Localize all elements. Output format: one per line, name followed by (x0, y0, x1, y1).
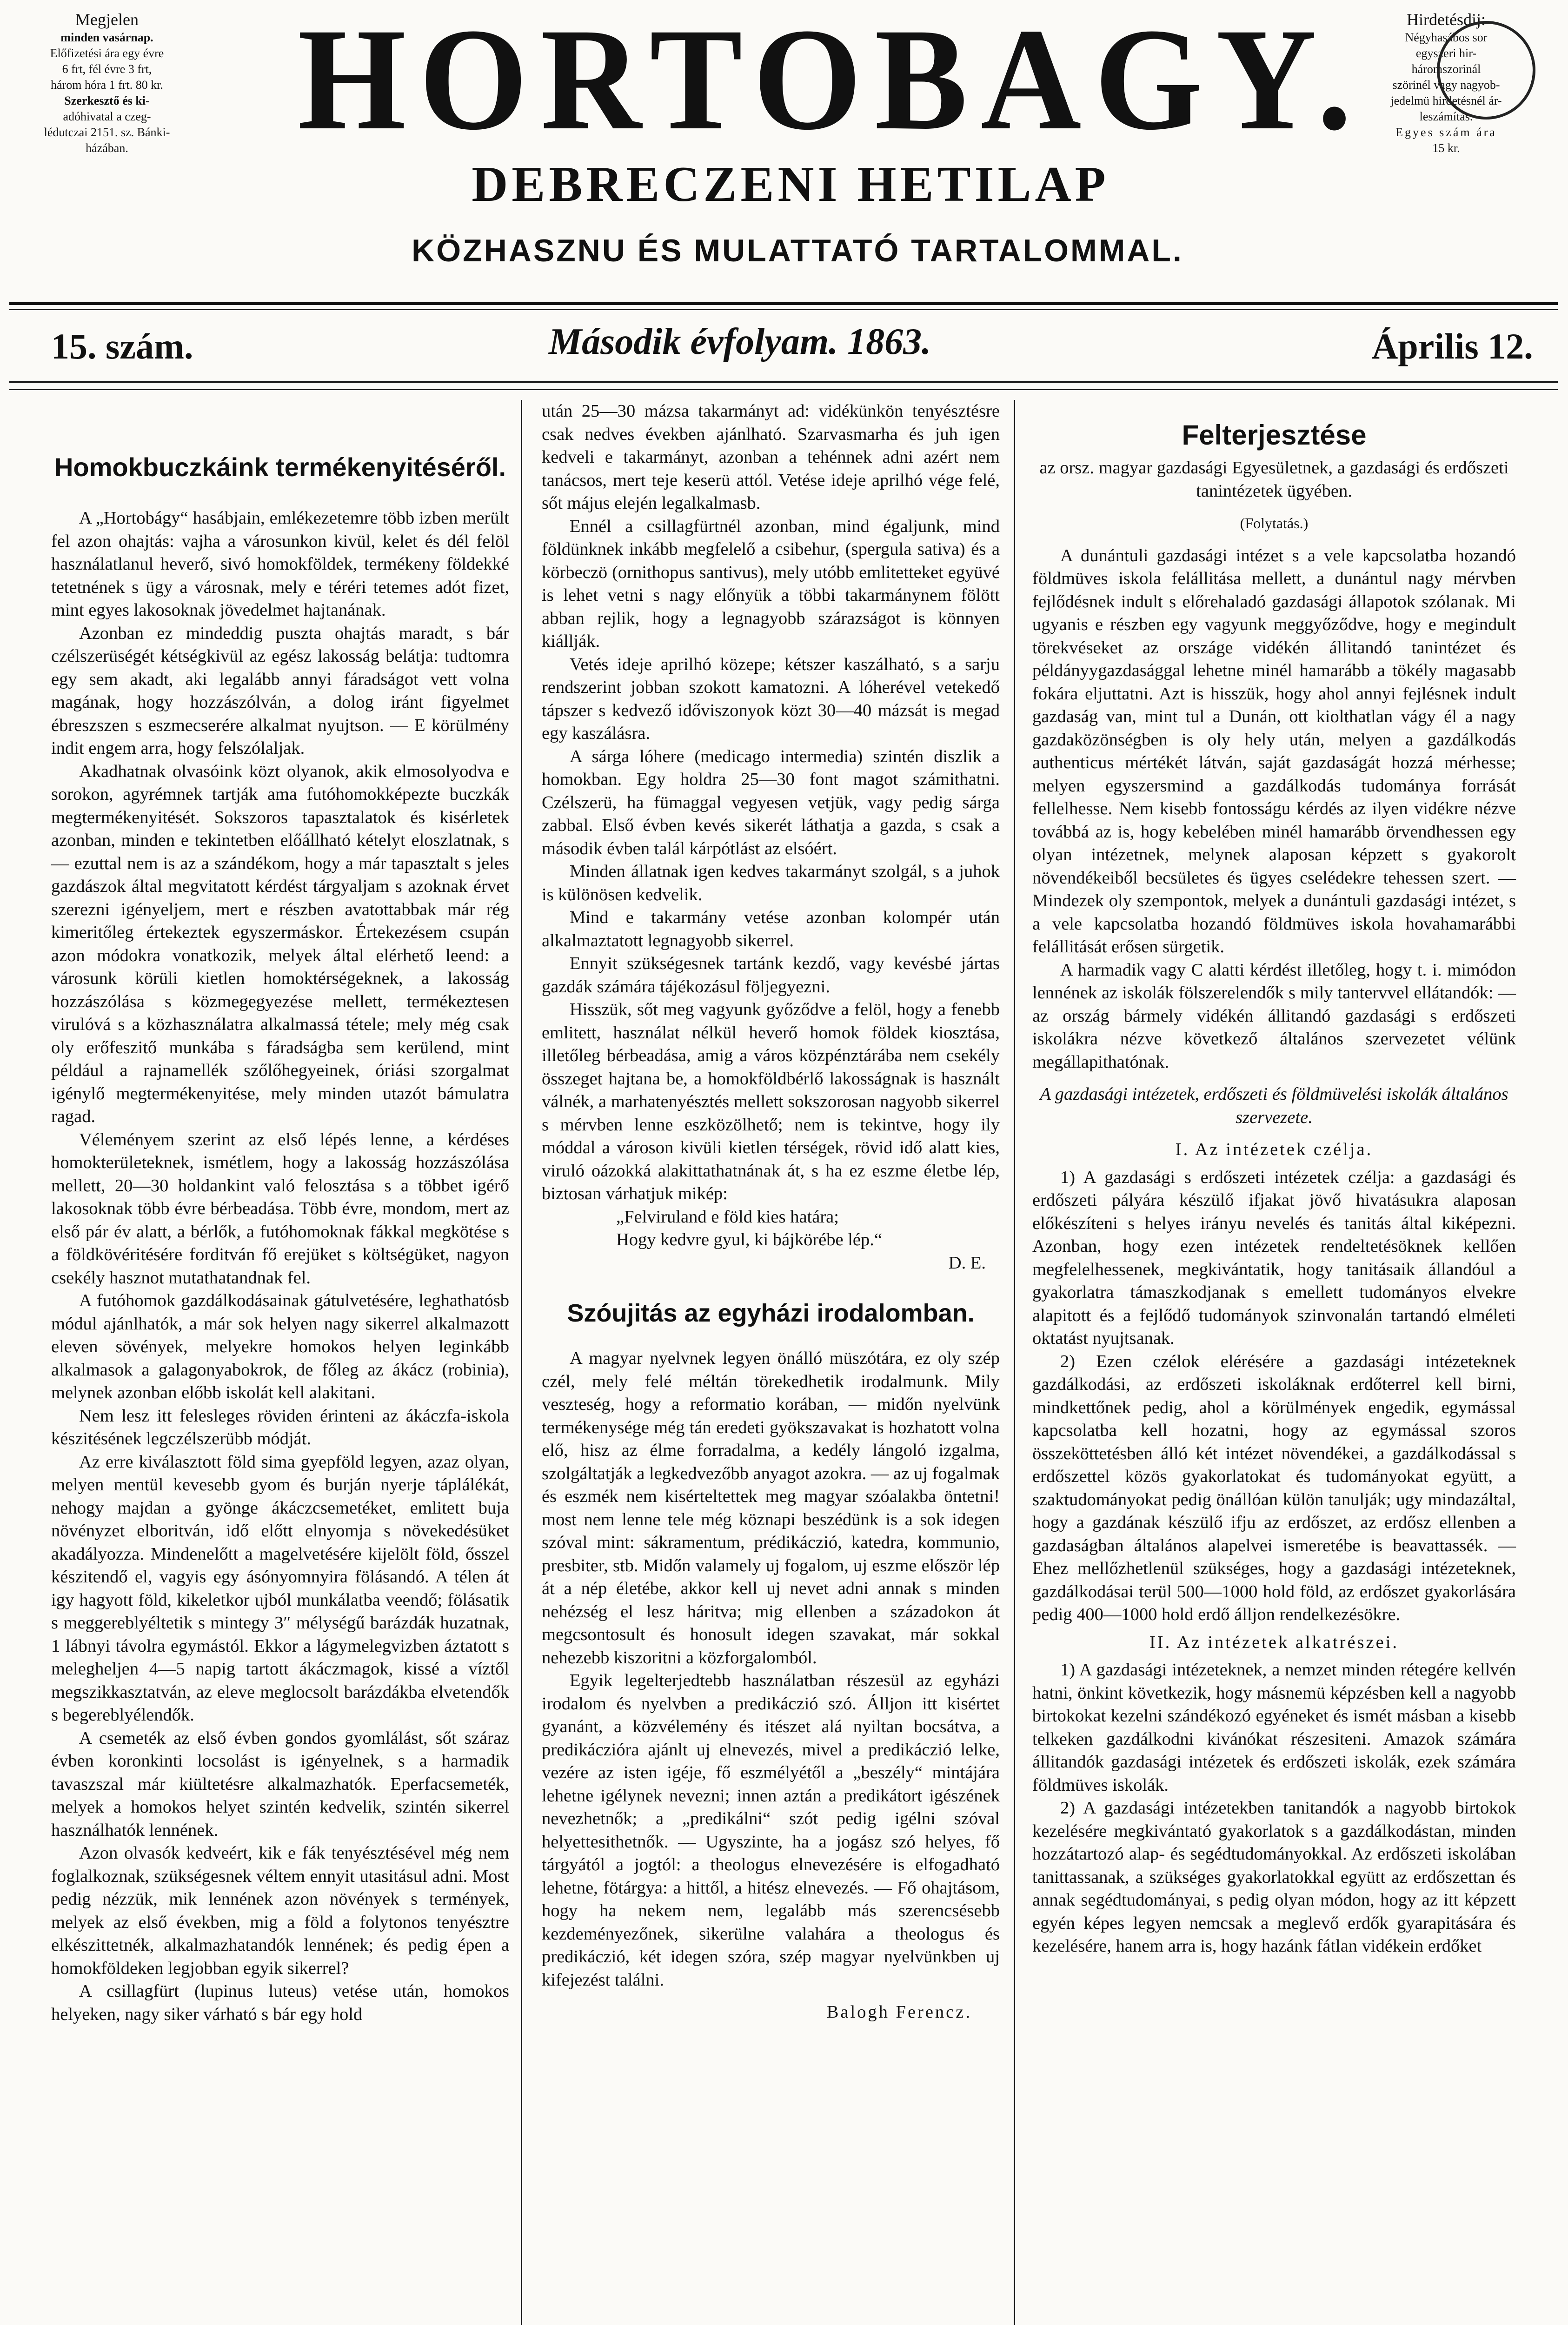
poem-line: Hogy kedvre gyul, ki bájkörébe lép.“ (616, 1230, 882, 1249)
column-divider (521, 400, 522, 2325)
article-paragraph: A „Hortobágy“ hasábjain, emlékezetemre több izben merült fel azon ohajtás: vajha a városunkon kivül, kelet és dél felöl használatlanul heverő, sivó homokföldek, termékeny földekké tetetnének s ügy a városnak, mely e téréri tetemes adót fizet, mint egyes lakosoknak jövedelmet hajtanának. (51, 508, 509, 620)
subscription-info (9, 9, 205, 156)
article-heading: Homokbuczkáink termékenyitéséről. (54, 452, 506, 482)
article-paragraph: A sárga lóhere (medicago intermedia) szintén diszlik a homokban. Egy holdra 25—30 font magot számithatni. Czélszerü, ha fümaggal vegyesen vetjük, vagy pedig sárga zabbal. Első évben kevés sikerét láthatja a gazda, s csak a második évben talál kárpótlást az elsóért. (542, 746, 1000, 858)
article-paragraph: Azon olvasók kedveért, kik e fák tenyésztésével még nem foglalkoznak, szükségesnek véltem ennyit utasitásul adni. Most pedig nézzük, mik lennének azon növények s termények, melyek az első években, mig a föld a folytonos tenyésztre elkészittetnék, alkalmazhatandók lennének; és pedig épen a homokföldeken legjobban egyik sikerrel? (51, 1843, 509, 1978)
article-paragraph: A magyar nyelvnek legyen önálló müszótára, ez oly szép czél, mely felé méltán törekedhetik irodalmunk. Mily veszteség, hogy a reformatio korában, — midőn nyelvünk termékenysége még tán eredeti gyökszavakat is hozhatott volna elő, hisz az élme forradalma, a kedély lángoló izgalma, szolgáltatják a legkedvezőbb anyagot azokra. — az uj fogalmak és eszmék nem kisérteltettek meg magyar szóalakba öntetni! most nem lenne tele még köznapi beszédünk is a sok idegen szóval mint: sákramentum, prédikáczió, katedra, kommunio, presbiter, stb. Midőn valamely uj fogalom, uj eszme először lép át a nép életébe, akkor kell uj nevet adni annak s minden nehézség el lesz háritva; mig ellenben a századokon át megcsontosult és honosult idegen szavakat, már sokkal nehezebb kiszoritni a közforgalomból. (542, 1348, 1000, 1667)
article-signature: D. E. (948, 1253, 986, 1273)
advertising-title: Hirdetésdij: (1407, 10, 1486, 29)
section-heading: I. Az intézetek czélja. (1175, 1140, 1373, 1159)
issue-year: Második évfolyam. 1863. (549, 321, 931, 362)
section-heading-italic: A gazdasági intézetek, erdőszeti és földmüvelési iskolák általános szervezete. (1040, 1084, 1508, 1127)
article-paragraph: Nem lesz itt felesleges röviden érinteni az ákáczfa-iskola készitésének legczélszerübb módját. (51, 1406, 509, 1448)
article-column-2 (542, 400, 1000, 2024)
article-paragraph: Hisszük, sőt meg vagyunk győződve a felöl, hogy a fenebb emlitett, használat nélkül heverő homok földek kiosztása, illetőleg bérbeadása, amig a város közpénztárába nem csekély összeget hajtana be, a homokföldbérlő lakosságnak is használt válnék, a marhatenyésztés mellett sokszorosan nagyobb sikerrel s mérvben lenne eszközölhető; nem is tekintve, hogy ily móddal a városon kivüli kietlen térségek, rövid idő alatt kies, viruló oázokká alakittathatnának át, s ha ez eszme életbe lép, biztosan várhatjuk mikép: (542, 1000, 1000, 1203)
advertising-line: egyszeri hir- (1415, 46, 1477, 60)
masthead-tagline: KÖZHASZNU ÉS MULATTATÓ TARTALOMMAL. (412, 233, 1183, 268)
article-paragraph: Az erre kiválasztott föld sima gyepföld legyen, azaz olyan, melyen mentül kevesebb gyom és burján nyerje táplálékát, nehogy majdan a gyönge ákáczcsemetéket, emlitett buja növényzet elboritván, idő előtt elnyomja s növekedésüket akadályozza. Mindenelőtt a magelvetésére kijelölt föld, ősszel készitendő el, vagyis egy ásónyomnyira fölásandó. A télen át igy hagyott föld, kikeletkor ujból munkálatba veendő; fölásatik s meggereblyéltetik s mintegy 3″ mélységű barázdák huzatnak, 1 lábnyi távolra egymástól. Ekkor a lágymelegvizben áztatott s melegheljen 4—5 napig tartott ákáczmagok, kissé a víztől megszikkasztatván, az eleve meglocsolt barázdákba elvetendők s begereblyélendők. (51, 1452, 509, 1725)
article-paragraph: A harmadik vagy C alatti kérdést illetőleg, hogy t. i. mimódon lennének az iskolák fölszerelendők s mily tantervvel ellátandók: — az ország bármely vidékén állitandó gazdasági s erdőszeti iskolákra nézve következő általános szervezetet vélünk megállapithatónak. (1032, 960, 1516, 1072)
masthead-subtitle: DEBRECZENI HETILAP (472, 157, 1110, 212)
article-paragraph: Minden állatnak igen kedves takarmányt szolgál, s a juhok is különösen kedvelik. (542, 862, 1000, 904)
subscription-line: három hóra 1 frt. 80 kr. (51, 78, 163, 92)
subscription-line: Szerkesztő és ki- (64, 94, 150, 107)
article-paragraph: 1) A gazdasági s erdőszeti intézetek czélja: a gazdasági és erdőszeti pályára készülő ifjakat jövő hivatásukra alaposan előkészíteni s helyes irányu nevelés és tanitás által kiképezni. Azonban, hogy ezen intézetek rendeltetésöknek kellően megfelelhessenek, megkivántatik, hogy tanitásaik állandóul a gyakorlatra támaszkodjanak s emellett tudományos elvekre alapitott és a fejlődő tudományok szinvonalán tartandó elméleti oktatást nyujtsanak. (1032, 1167, 1516, 1348)
article-paragraph: A futóhomok gazdálkodásainak gátulvetésére, leghathatósb módul ajánlhatók, a már sok helyen nagy sikerrel alkalmazott eleven sövények, melyekre homokos helyen leginkább alkalmasok a galagonyabokrok, de főleg az ákácz (robinia), melynek azonban előbb iskolát kell alakitani. (51, 1291, 509, 1402)
article-column-1 (51, 400, 509, 2026)
subscription-line: minden vasárnap. (60, 31, 153, 44)
subscription-line: házában. (86, 141, 128, 155)
article-paragraph: 1) A gazdasági intézeteknek, a nemzet minden rétegére kellvén hatni, önkint következik, hogy másnemü képzésben kell a nagyobb birtokokat kezelni szándékozó egyéneket és ismét másban a kisebb telkeken gazdálkodni kivánókat részesiteni. Amazok számára állitandók gazdasági intézetek és erdőszeti iskolák, ezek számára földmüves iskolák. (1032, 1660, 1516, 1795)
issue-date: Április 12. (1372, 326, 1533, 366)
article-subheading: az orsz. magyar gazdasági Egyesületnek, a gazdasági és erdőszeti tanintézetek ügyében. (1039, 458, 1509, 501)
article-paragraph: Ennél a csillagfürtnél azonban, mind égaljunk, mind földünknek inkább megfelelő a csibehur, (spergula sativa) és a körbeczö (ornithopus santivus), mely utóbb emlitetteket együvé is lehet vetni s nagy előnyük a többi takarmánynem fölött abban rejlik, hogy a legnagyobb szárazságot is könnyen kiállják. (542, 516, 1000, 651)
article-heading: Szóujitás az egyházi irodalomban. (567, 1299, 975, 1327)
subscription-line: Előfizetési ára egy évre (50, 46, 164, 60)
advertising-line: háromszorinál (1411, 62, 1481, 76)
section-heading: II. Az intézetek alkatrészei. (1149, 1632, 1399, 1652)
advertising-line: jedelmü hirdetésnél ár- (1390, 94, 1502, 107)
issue-number: 15. szám. (51, 326, 193, 366)
continuation-note: (Folytatás.) (1240, 515, 1309, 531)
article-paragraph: Véleményem szerint az első lépés lenne, a kérdéses homokterületeknek, ismétlem, hogy a lakosság hozzászólása mellett, 20—30 holdankint való felosztása s a többet igérő lakosoknak több évre bérbeadása. Több évre, mondom, mert az első pár év alatt, a bérlők, a futóhomoknak fákkal megkötése s a földkövéritésére forditván fő erejüket s költségüket, nagyon csekély hasznot mutathatandnak fel. (51, 1129, 509, 1288)
subscription-line: adóhivatal a czeg- (63, 110, 151, 123)
header-rule-top (9, 302, 1558, 305)
advertising-line: leszámítás. (1419, 110, 1473, 123)
header-rule-bottom-2 (9, 389, 1558, 390)
advertising-line: 15 kr. (1432, 141, 1460, 155)
poem-line: „Felviruland e föld kies határa; (616, 1207, 839, 1227)
article-paragraph: Ennyit szükségesnek tartánk kezdő, vagy kevésbé jártas gazdák számára tájékozásul följegyezni. (542, 954, 1000, 996)
advertising-line: Egyes szám ára (1395, 126, 1497, 139)
subscription-line: lédutczai 2151. sz. Bánki- (44, 126, 170, 139)
header-rule-top-thin (9, 309, 1558, 310)
article-paragraph: Azonban ez mindeddig puszta ohajtás maradt, s bár czélszerüségét kétségkivül az egész lakosság belátja: tudtomra egy sem akadt, aki legalább annyi fáradságot vett volna magának, hogy hozzászólván, a dolog iránt figyelmet ébreszszen s eszmecserére alkalmat nyujtson. — E körülmény indit engem arra, hogy felszólaljak. (51, 623, 509, 758)
subscription-line: 6 frt, fél évre 3 frt, (62, 62, 152, 76)
article-column-3 (1032, 400, 1516, 1958)
masthead-title: HORTOBAGY. (298, 0, 1365, 160)
column-divider (1014, 400, 1015, 2325)
article-signature: Balogh Ferencz. (826, 2002, 972, 2022)
article-paragraph: A csemeték az első évben gondos gyomlálást, sőt száraz évben koronkinti locsolást is igényelnek, s a harmadik tavaszszal már kiültetésre alkalmazhatók. Eperfacsemeték, melyek a homokos helyet szintén kedvelik, szintén sikerrel használhatók lennének. (51, 1728, 509, 1840)
subscription-title: Megjelen (75, 10, 139, 29)
article-paragraph: Vetés ideje aprilhó közepe; kétszer kaszálható, s a sarju rendszerint jobban szokott kamatozni. A lóherével vetekedő tápszer s kedvező időviszonyok közt 30—40 mázsát is megad egy kaszálásra. (542, 654, 1000, 743)
article-paragraph: A csillagfürt (lupinus luteus) vetése után, homokos helyeken, nagy siker várható s bár egy hold (51, 1981, 509, 2024)
article-paragraph: után 25—30 mázsa takarmányt ad: vidékünkön tenyésztésre csak nedves években ajánlható. Szarvasmarha és juh igen kedveli e takarmányt, azonban a tehénnek adni azért nem tanácsos, mert teje keserü attól. Vetése ideje aprilhó vége felé, sőt május elején legalkalmasb. (542, 401, 1000, 513)
article-paragraph: A dunántuli gazdasági intézet s a vele kapcsolatba hozandó földmüves iskola felállitása mellett, a dunántul nagy mérvben fejlődésnek indult s előrehaladó gazdasági állapotok szólanak. Mi ugyanis e részben egy vagyunk meggyőződve, hogy e megindult törekvéseket az országe vidékén állitandó tanintézet és példányygazdasággal lehetne minél hamarább a tökély magasabb fokára eljuttatni. Azt is hisszük, hogy ahol annyi fejlésnek indult gazdaság van, mint tul a Dunán, ott kiolthatlan vágy él a nagy gazdaközönségben is oly hely után, melyen a gazdálkodás authenticus mértékét látván, saját gazdaságát hozzá mérhesse; melyen egyszersmind a gazdálkodás tudománya forrását fellelhesse. Nem kisebb fontosságu kérdés az ilyen vidékre nézve továbbá az is, hogy kebelében minél hamarább örvendhessen egy olyan intézetnek, melynek alaposan képzett s gyakorolt növendékeiből becsületes és ügyes cselédekre tehessen szert. — Mindezek oly szempontok, melyek a dunántuli gazdasági intézet, s a vele kapcsolatba hozandó földmüves iskola hovahamarábbi felállitását erősen sürgetik. (1032, 545, 1516, 957)
advertising-line: Négyhasábos sor (1405, 31, 1488, 44)
article-paragraph: 2) A gazdasági intézetekben tanitandók a nagyobb birtokok kezelésére megkivántató gyakorlatok s a gazdálkodástan, minden hozzátartozó alap- és segédtudományokkal. Az erdőszeti iskolában tanittassanak, a szükséges gyakorlatokkal együtt az erdőszettan és annak segédtudományai, s pedig olyan módon, hogy az itt képzett egyén képes legyen nemcsak a meglevő erdők gyarapitására és kezelésére, hanem arra is, hogy hazánk fátlan vidékein erdőket (1032, 1798, 1516, 1956)
article-paragraph: Mind e takarmány vetése azonban kolompér után alkalmaztatott legnagyobb sikerrel. (542, 908, 1000, 950)
header-rule-bottom (9, 381, 1558, 383)
advertising-line: szörinél vagy nagyob- (1392, 78, 1500, 92)
article-paragraph: Egyik legelterjedtebb használatban részesül az egyházi irodalom és nyelvben a predikáczió szó. Álljon itt kisértet gyanánt, a közvélemény és itészet alá nyiltan bocsátva, a predikáczióra ajánlt uj elnevezés, mivel a predikáczió lelke, vezére az isten igéje, fő eszmélyétől a „beszély“ mintájára lehetne igélynek nevezni; innen aztán a predikátort igészének nevezhetnők; a „predikálni“ szót pedig igélni szóval helyettesithetnők. — Ugyszinte, ha a jogász szó helyes, fő tárgyától a jogtól: a theologus elnevezésére is elfogadható lehetne, fötárgya: a hittől, a hitész elnevezés. — Fő ohajtásom, hogy ha nekem nem, legalább más szerencsésebb kezdeményezőnek, sikerülne valahára a theologus és predikáczió, két idegen szóra, szép magyar nyelvünkben uj kifejezést találni. (542, 1671, 1000, 1990)
article-paragraph: 2) Ezen czélok elérésére a gazdasági intézeteknek gazdálkodási, az erdőszeti iskoláknak erdőterrel kell birni, mindkettőnek pedig, ahol a körülmények engedik, egymással kapcsolatba kell hozatni, hogy az egymással szoros összeköttetésben álló két intézet növendékei, a gazdálkodással s erdőszettel közös gyakorlatokat és tudományokat együtt, a szaktudományokat pedig önállóan külön tanulják; ugy mindazáltal, hogy a gazdának készülő ifju az erdőszet, az erdősz ellenben a gazdaságban általános alapelvei ismeretébe is beavattassék. — Ehez mellőzhetlenül szükséges, hogy a gazdasági intézeteknek, gazdálkodásai terül 500—1000 hold föld, az erdőszet gyakorlására pedig 400—1000 hold erdő álljon rendelkezésökre. (1032, 1351, 1516, 1624)
article-heading: Felterjesztése (1182, 419, 1367, 451)
article-paragraph: Akadhatnak olvasóink közt olyanok, akik elmosolyodva e sorokon, agyrémnek tartják ama futóhomokképezte buczkák megtermékenyitését. Sokszoros tapasztalatok és kisérletek azonban, minden e tekintetben előállható kételyt eloszlatnak, s — ezuttal nem is az a szándékom, hogy a már tapasztalt s jeles gazdászok által megvitatott kérdést tárgyaljam s azoknak érvet szerezni igényeljem, mert e részben avatottabbak már rég kimeritőleg értekeztek egyszermáskor. Értekezésem csupán azon módokra vonatkozik, melyek által elérhető leend: a városunk körüli kietlen homoktérségeknek, a lakosság hozzászólása s közmegegyezése mellett, termékeztesen virulóvá s a közhasználatra alkalmassá tétele; mely még csak oly erőfeszitő munkába s fáradságba sem kerülend, mint például a rajnamellék szőlőhegyeinek, óriási szorgalmat igénylő megtermékenyitése, mely minden utazót bámulatra ragad. (51, 761, 509, 1126)
stamp-seal-icon (1437, 21, 1535, 120)
